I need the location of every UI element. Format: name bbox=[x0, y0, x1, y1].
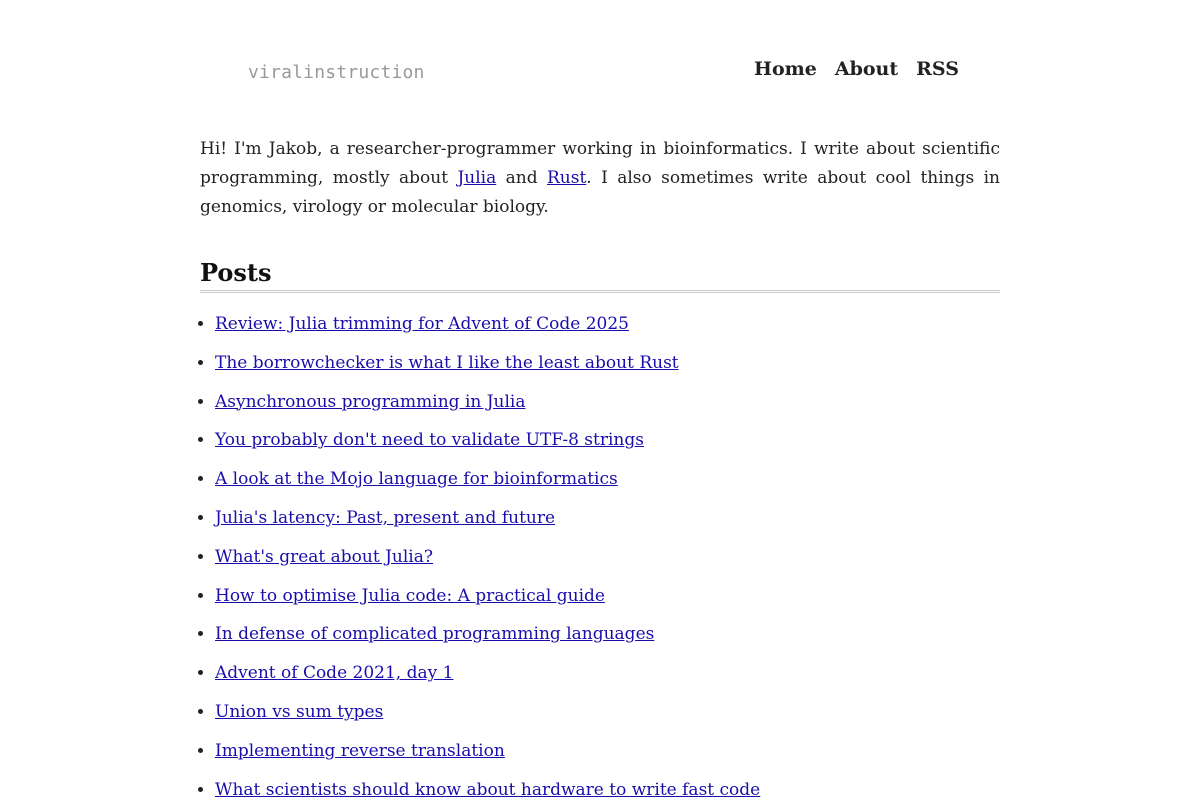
intro-text-2: and bbox=[496, 168, 547, 188]
list-item bbox=[215, 350, 1000, 389]
list-item bbox=[215, 583, 1000, 622]
list-item bbox=[215, 738, 1000, 777]
list-item bbox=[215, 660, 1000, 699]
nav-rss-link[interactable]: RSS bbox=[916, 58, 959, 80]
post-link[interactable]: What scientists should know about hardware to write fast code bbox=[215, 779, 761, 800]
posts-heading: Posts bbox=[200, 258, 1000, 293]
post-link[interactable]: A look at the Mojo language for bioinformatics bbox=[215, 469, 618, 490]
list-item bbox=[215, 505, 1000, 544]
julia-link[interactable]: Julia bbox=[457, 168, 497, 188]
main-nav bbox=[754, 58, 959, 80]
nav-home-link[interactable]: Home bbox=[754, 58, 817, 80]
intro-text-1: Hi! I'm Jakob, a researcher-programmer working in bioinformatics. I write about scientific programming, mostly about bbox=[200, 139, 1000, 188]
rust-link[interactable]: Rust bbox=[546, 168, 587, 188]
post-link[interactable]: Implementing reverse translation bbox=[215, 740, 505, 761]
list-item bbox=[215, 777, 1000, 800]
post-link[interactable]: Union vs sum types bbox=[215, 701, 384, 722]
nav-about-link[interactable]: About bbox=[834, 58, 899, 80]
intro-text-3: . I also sometimes write about cool things in genomics, virology or molecular biology. bbox=[200, 168, 1000, 217]
post-link[interactable]: You probably don't need to validate UTF-8 strings bbox=[215, 430, 644, 451]
post-link[interactable]: How to optimise Julia code: A practical guide bbox=[215, 585, 605, 606]
list-item bbox=[215, 466, 1000, 505]
list-item bbox=[215, 544, 1000, 583]
intro-paragraph bbox=[200, 130, 1000, 222]
list-item bbox=[215, 621, 1000, 660]
site-header bbox=[200, 0, 1000, 130]
post-list bbox=[200, 311, 1000, 800]
post-link[interactable]: What's great about Julia? bbox=[215, 546, 433, 567]
list-item bbox=[215, 389, 1000, 428]
page bbox=[200, 0, 1000, 800]
post-link[interactable]: Review: Julia trimming for Advent of Code 2025 bbox=[215, 314, 629, 334]
post-link[interactable]: Advent of Code 2021, day 1 bbox=[215, 663, 454, 684]
post-link[interactable]: The borrowchecker is what I like the least about Rust bbox=[215, 352, 679, 373]
site-title-link[interactable]: viralinstruction bbox=[248, 62, 425, 83]
post-link[interactable]: In defense of complicated programming languages bbox=[215, 624, 655, 645]
post-link[interactable]: Asynchronous programming in Julia bbox=[215, 391, 526, 412]
post-link[interactable]: Julia's latency: Past, present and future bbox=[215, 507, 556, 528]
list-item bbox=[215, 311, 1000, 350]
list-item bbox=[215, 699, 1000, 738]
list-item bbox=[215, 427, 1000, 466]
